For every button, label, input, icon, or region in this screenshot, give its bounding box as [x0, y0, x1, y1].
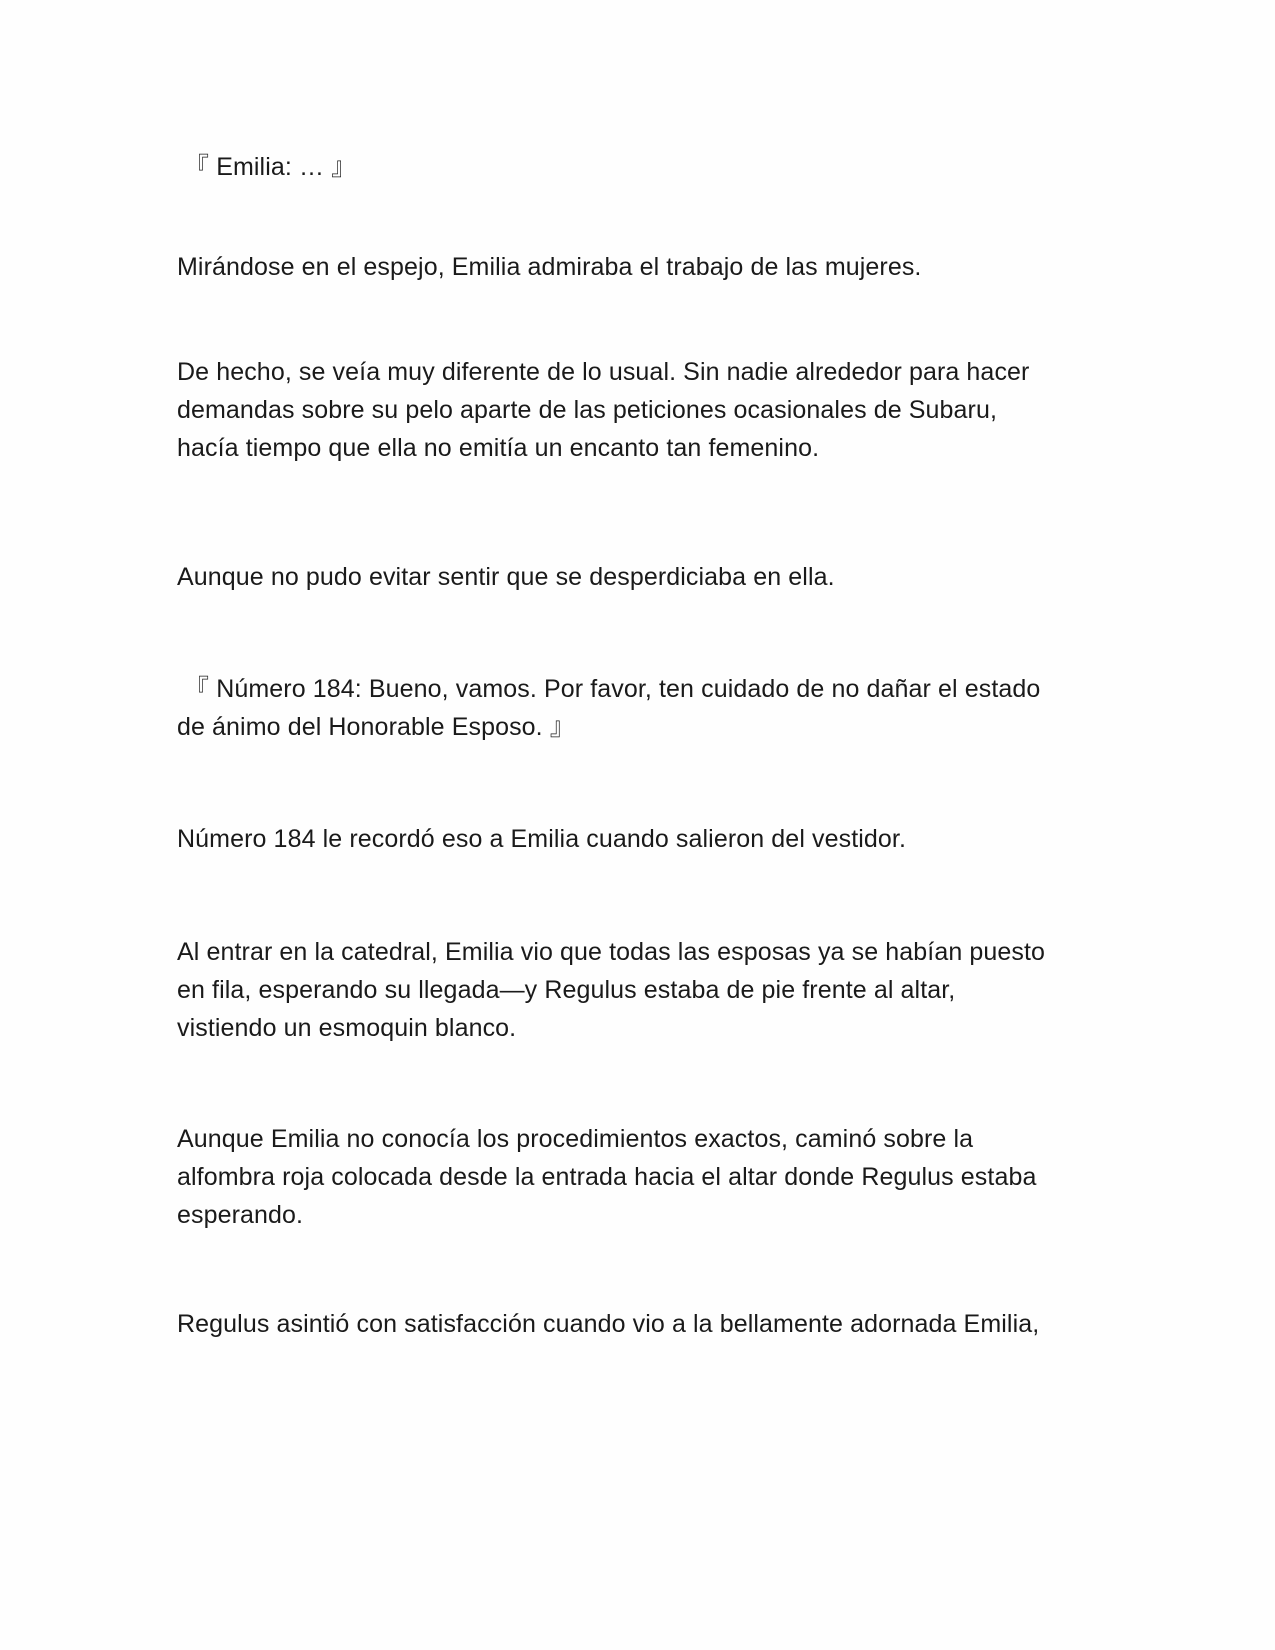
text-line: esperando.: [177, 1201, 304, 1229]
text-line: 『 Número 184: Bueno, vamos. Por favor, ten cuidado de no dañar el estado: [177, 675, 1041, 703]
text-line: en fila, esperando su llegada—y Regulus estaba de pie frente al altar,: [177, 976, 956, 1004]
text-line: vistiendo un esmoquin blanco.: [177, 1014, 517, 1042]
text-line: 『 Emilia: … 』: [177, 153, 357, 181]
paragraph-dialogue-emilia: [177, 148, 1097, 186]
text-line: Mirándose en el espejo, Emilia admiraba el trabajo de las mujeres.: [177, 253, 922, 281]
paragraph-cathedral: [177, 933, 1097, 1047]
text-line: De hecho, se veía muy diferente de lo usual. Sin nadie alrededor para hacer: [177, 358, 1030, 386]
text-line: Al entrar en la catedral, Emilia vio que todas las esposas ya se habían puesto: [177, 938, 1046, 966]
paragraph-appearance: [177, 353, 1097, 467]
text-line: demandas sobre su pelo aparte de las peticiones ocasionales de Subaru,: [177, 396, 998, 424]
text-line: Aunque no pudo evitar sentir que se desperdiciaba en ella.: [177, 563, 835, 591]
paragraph-mirror: [177, 248, 1097, 286]
text-line: Aunque Emilia no conocía los procedimientos exactos, caminó sobre la: [177, 1125, 974, 1153]
paragraph-reminder: [177, 820, 1097, 858]
text-line: alfombra roja colocada desde la entrada hacia el altar donde Regulus estaba: [177, 1163, 1037, 1191]
text-line: Regulus asintió con satisfacción cuando vio a la bellamente adornada Emilia,: [177, 1310, 1040, 1338]
paragraph-dialogue-184: [177, 670, 1097, 746]
paragraph-red-carpet: [177, 1120, 1097, 1234]
paragraph-wasted: [177, 558, 1097, 596]
paragraph-regulus-nods: [177, 1305, 1097, 1343]
text-line: de ánimo del Honorable Esposo. 』: [177, 713, 575, 741]
text-line: hacía tiempo que ella no emitía un encanto tan femenino.: [177, 434, 820, 462]
text-line: Número 184 le recordó eso a Emilia cuando salieron del vestidor.: [177, 825, 907, 853]
